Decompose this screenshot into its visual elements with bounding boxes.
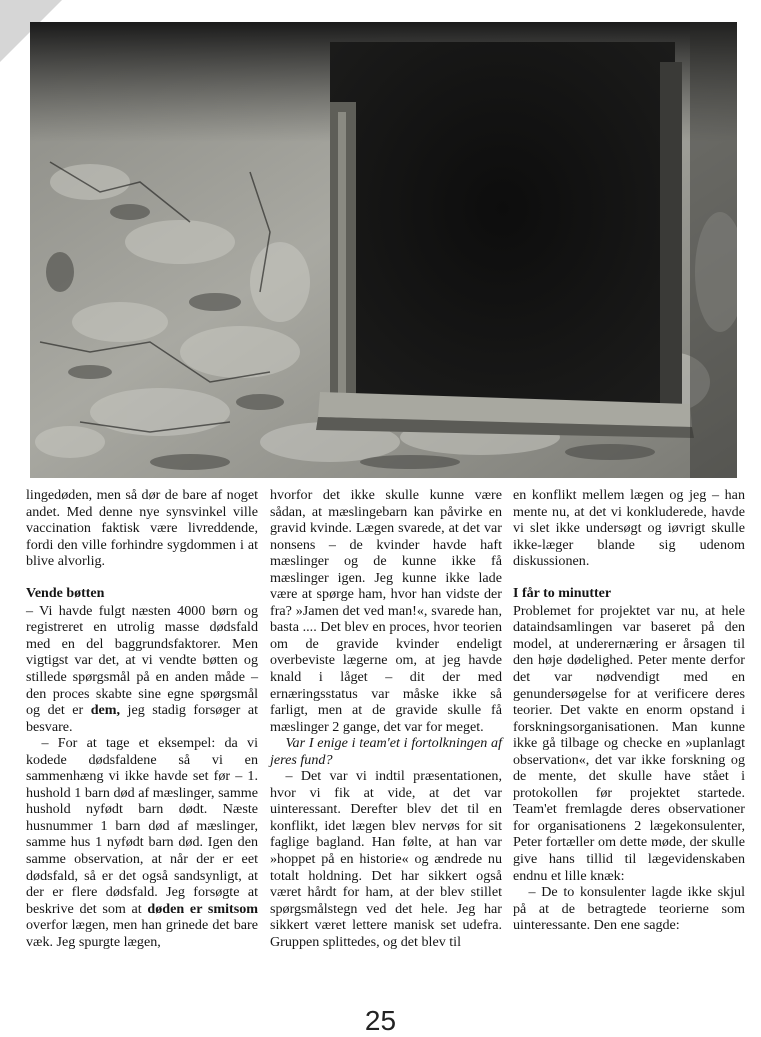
question-text: Var I enige i team'et i fortolkningen af jeres fund? bbox=[270, 735, 502, 768]
paragraph-text: – For at tage et eksempel: da vi kodede dødsfaldene så vi en sammenhæng vi ikke havde set før – 1. hushold 1 barn død af mæslinger, samme hushold nyfødt barn dødt. Næste husnummer 1 barn død af mæslinger, samme hus 1 nyfødt barn død. Igen den samme observation, at når der er eet dødsfald, så er det også sandsynligt, at der er flere dødsfald. Jeg forsøgte at beskrive det som at bbox=[26, 735, 258, 917]
text-column-3 bbox=[513, 487, 745, 934]
paragraph: – De to konsulenter lagde ikke skjul på at de betragtede teorierne som uinteressante. Den ene sagde: bbox=[513, 884, 745, 934]
paragraph bbox=[26, 603, 258, 735]
paragraph-text: – Vi havde fulgt næsten 4000 børn og registreret en utrolig masse dødsfald med en del baggrundsfaktorer. Men vigtigst var det, at vi vendte bøtten og stillede spørgsmål på en anden måde – den proces skabte sine egne spørgsmål og det er bbox=[26, 602, 258, 719]
paragraph: – Det var vi indtil præsentationen, hvor vi fik at vide, at det var uinteressant. Derefter blev det til en konflikt, idet lægen blev nervøs for sit faglige bagland. Han følte, at han var »hoppet på en historie« og ændrede nu totalt holdning. Det har sikkert også været hårdt for ham, at der blev stillet spørgsmålstegn ved det hele. Jeg har sikkert været lettere manisk set udefra. Gruppen splittedes, og det blev til bbox=[270, 768, 502, 950]
emphasis: døden er smitsom bbox=[147, 900, 258, 917]
paragraph: Problemet for projektet var nu, at hele dataindsamlingen var baseret på den model, at underernæring er årsagen til den høje dødelighed. Peter mente derfor det var nødvendigt med en genundersøgelse for at verificere deres teorier. Det vakte en enorm opstand i forskningsorganisationen. Man kunne ikke gå tilbage og checke en »uplanlagt observation«, det var ikke forskning og de mente, det skulle have stået i protokollen før projektet startede. Team'et fremlagde deres observationer for organisationens 2 lægekonsulenter, Peter fortæller om dette møde, der skulle give hans tillid til lægevidenskaben endnu et lille knæk: bbox=[513, 602, 745, 884]
text-column-2 bbox=[270, 487, 502, 950]
section-heading: I får to minutter bbox=[513, 586, 612, 602]
paragraph-text: overfor lægen, men han grinede det bare væk. Jeg spurgte lægen, bbox=[26, 917, 258, 950]
emphasis: dem, bbox=[90, 702, 121, 719]
paragraph-text: jeg stadig forsøger at besvare. bbox=[26, 702, 258, 735]
article-photo bbox=[30, 22, 737, 478]
text-column-1 bbox=[26, 487, 258, 950]
interview-question bbox=[270, 735, 502, 768]
wall-window-photo-icon bbox=[30, 22, 737, 478]
paragraph: lingedøden, men så dør de bare af noget andet. Med denne nye synsvinkel ville vaccination faktisk være livreddende, fordi den ville forhindre sygdommen i at blive alvorlig. bbox=[26, 487, 258, 570]
page-number: 25 bbox=[364, 1005, 397, 1036]
paragraph bbox=[26, 735, 258, 950]
section-heading: Vende bøtten bbox=[26, 586, 105, 602]
paragraph: hvorfor det ikke skulle kunne være sådan, at mæslingebarn kan påvirke en gravid kvinde. Lægen svarede, at det var nonsens – de kvinder havde haft mæslinger og de kunne ikke få mæslinger igen. Jeg kunne ikke lade være at spørge ham, hvor han vidste der fra? »Jamen det ved man!«, svarede han, basta .... Det blev en proces, hvor teorien om de gravide kvinder endeligt overbeviste lægerne om, at jeg havde knald i låget – dit der med ernæringsstatus var måske ikke så farligt, men at de gravide skulle få mæslinger 2 gange, det var for meget. bbox=[270, 487, 502, 735]
paragraph: en konflikt mellem lægen og jeg – han mente nu, at det vi konkluderede, havde vi slet ikke undersøgt og iøvrigt skulle ikke-læger blande sig udenom diskussionen. bbox=[513, 487, 745, 570]
